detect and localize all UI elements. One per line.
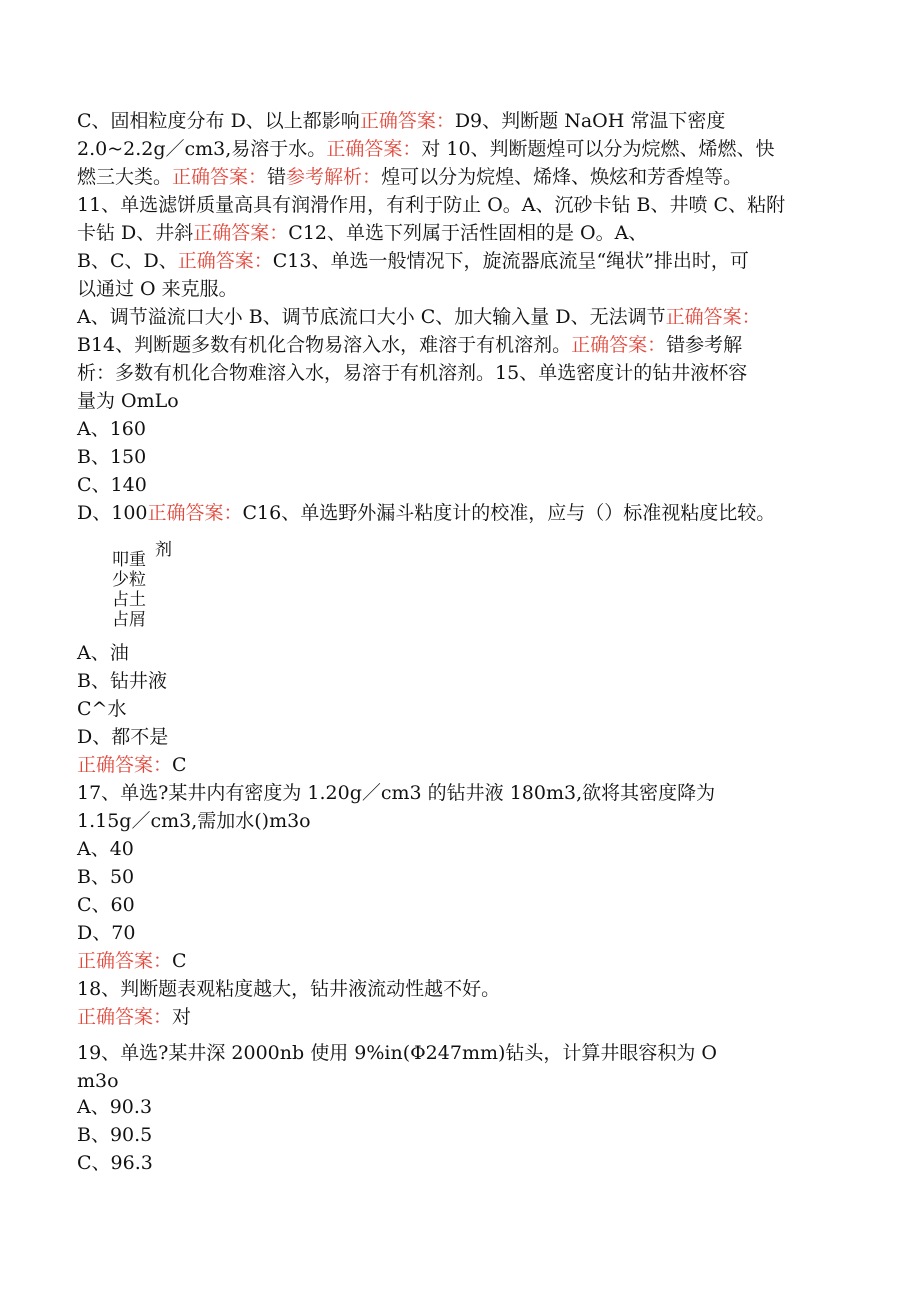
text-line	[77, 696, 126, 722]
line-text: 析：	[77, 362, 116, 384]
analysis-label: 参考解析：	[286, 166, 382, 188]
text-line	[77, 332, 742, 358]
line-text: C^水	[77, 698, 127, 720]
line-text: A、160	[77, 418, 146, 440]
line-text: A、油	[77, 642, 129, 664]
text-line	[77, 1040, 717, 1066]
line-text: 煌可以分为烷煌、烯烽、焕炫和芳香煌等。	[381, 166, 743, 188]
answer-label: 正确答案：	[147, 502, 243, 524]
garbled-text: 剂	[155, 540, 172, 560]
line-text: 卡钻 D、井斜	[77, 222, 194, 244]
line-text: B、90.5	[77, 1124, 153, 1146]
line-text: D、70	[77, 922, 136, 944]
answer-label: 正确答案：	[665, 306, 761, 328]
line-text: C12、单选下列属于活性固相的是 O。A、	[288, 222, 648, 244]
text-line	[77, 164, 742, 190]
text-line	[77, 360, 747, 386]
line-text: B、50	[77, 866, 135, 888]
text-line	[77, 780, 715, 806]
text-line	[77, 892, 135, 918]
text-line	[77, 304, 761, 330]
line-text: B14、判断题多数有机化合物易溶入水，难溶于有机溶剂。	[77, 334, 572, 356]
answer-label: 正确答案：	[77, 754, 173, 776]
text-line	[77, 444, 146, 470]
line-text: A、90.3	[77, 1096, 153, 1118]
line-text: 19、单选?某井深 2000nb 使用 9%in(Φ247mm)钻头，计算井眼容积为 O	[77, 1042, 718, 1064]
line-text: 多数有机化合物难溶入水，易溶于有机溶剂。15、单选密度计的钻井液杯容	[115, 362, 748, 384]
line-text: 错	[267, 166, 287, 188]
garbled-text: 占土	[112, 590, 146, 610]
text-line	[77, 416, 146, 442]
line-text: C13、单选一般情况下，旋流器底流呈“绳状”排出时，可	[272, 250, 749, 272]
line-text: 对 10、判断题煌可以分为烷燃、烯燃、快	[421, 138, 775, 160]
text-line	[77, 1068, 119, 1094]
text-line	[77, 640, 129, 666]
line-text: 错	[666, 334, 686, 356]
text-line	[77, 1150, 153, 1176]
text-line	[77, 668, 167, 694]
text-line	[77, 192, 785, 218]
line-text: 1.15g／cm3,需加水()m3o	[77, 810, 311, 832]
line-text: D9、判断题 NaOH 常温下密度	[454, 110, 726, 132]
garbled-text: 少粒	[112, 570, 146, 590]
text-line	[77, 108, 725, 134]
line-text: 量为 OmLo	[77, 390, 179, 412]
text-line	[77, 724, 168, 750]
line-text: 以通过 O 来克服。	[77, 278, 238, 300]
line-text: C	[172, 754, 187, 776]
answer-label: 正确答案：	[177, 250, 273, 272]
line-text: m3o	[77, 1070, 119, 1092]
garbled-text: 占屑	[112, 610, 146, 630]
line-text: 燃三大类。	[77, 166, 173, 188]
text-line	[77, 276, 238, 302]
answer-label: 正确答案：	[193, 222, 289, 244]
line-text: D、100	[77, 502, 148, 524]
line-text: C、60	[77, 894, 135, 916]
text-line	[77, 388, 179, 414]
text-line	[77, 920, 135, 946]
answer-label: 正确答案：	[172, 166, 268, 188]
line-text: B、C、D、	[77, 250, 178, 272]
line-text: 2.0~2.2g／cm3,易溶于水。	[77, 138, 327, 160]
answer-label: 正确答案：	[77, 1006, 173, 1028]
text-line	[77, 1094, 152, 1120]
line-text: C、固相粒度分布 D、以上都影响	[77, 110, 360, 132]
line-text: 18、判断题表观粘度越大，钻井液流动性越不好。	[77, 978, 501, 1000]
answer-label: 正确答案：	[571, 334, 667, 356]
text-line	[77, 948, 187, 974]
text-line	[77, 864, 134, 890]
text-line	[77, 220, 647, 246]
line-text: A、调节溢流口大小 B、调节底流口大小 C、加大输入量 D、无法调节	[77, 306, 666, 328]
answer-label: 正确答案：	[77, 950, 173, 972]
text-line	[77, 1122, 152, 1148]
line-text: 参考解	[685, 334, 743, 356]
text-line	[77, 500, 775, 526]
line-text: C	[172, 950, 187, 972]
answer-label: 正确答案：	[326, 138, 422, 160]
line-text: A、40	[77, 838, 134, 860]
text-line	[77, 472, 147, 498]
text-line	[77, 136, 775, 162]
line-text: 17、单选?某井内有密度为 1.20g／cm3 的钻井液 180m3,欲将其密度降为	[77, 782, 716, 804]
text-line	[77, 1004, 191, 1030]
text-line	[77, 752, 187, 778]
text-line	[77, 808, 311, 834]
line-text: 对	[172, 1006, 192, 1028]
text-line	[77, 836, 134, 862]
garbled-text: 叩重	[112, 550, 146, 570]
line-text: C、96.3	[77, 1152, 153, 1174]
line-text: B、钻井液	[77, 670, 167, 692]
line-text: B、150	[77, 446, 147, 468]
answer-label: 正确答案：	[359, 110, 455, 132]
line-text: C、140	[77, 474, 147, 496]
text-line	[77, 248, 749, 274]
line-text: C16、单选野外漏斗粘度计的校准，应与（）标准视粘度比较。	[242, 502, 776, 524]
line-text: D、都不是	[77, 726, 169, 748]
line-text: 11、单选滤饼质量高具有润滑作用，有利于防止 O。A、沉砂卡钻 B、井喷 C、粘附	[77, 194, 786, 216]
text-line	[77, 976, 500, 1002]
